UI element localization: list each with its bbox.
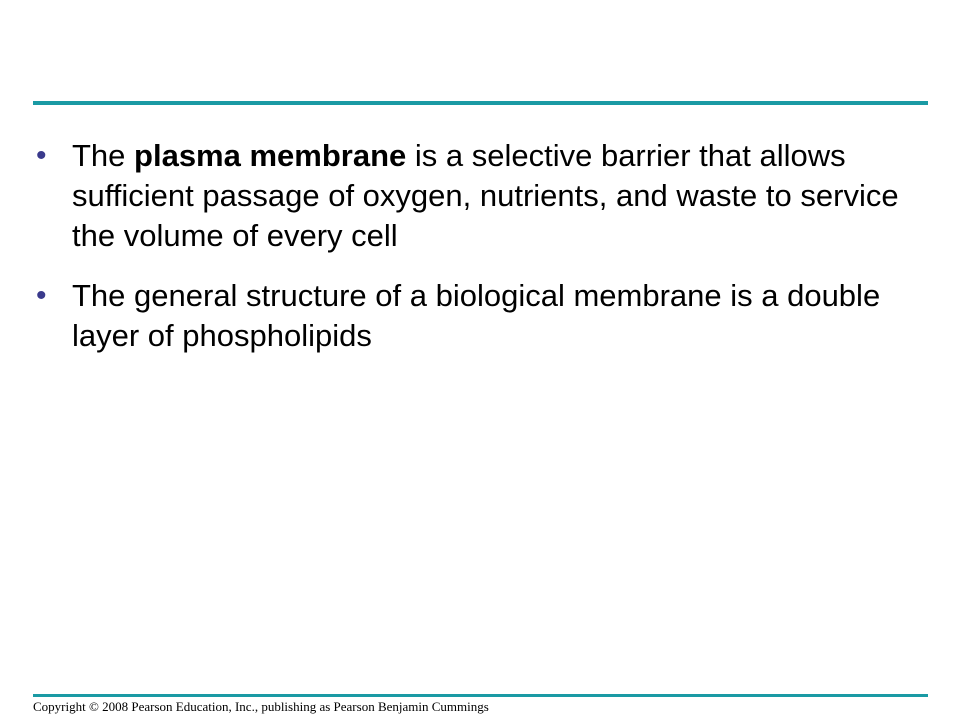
bullet-text bbox=[72, 136, 916, 256]
bottom-divider-line bbox=[33, 694, 928, 697]
top-divider-line bbox=[33, 101, 928, 105]
bullet-item-membrane-structure bbox=[36, 276, 916, 356]
bullet-text: The general structure of a biological membrane is a double layer of phospholipids bbox=[72, 278, 881, 353]
bullet-item-plasma-membrane bbox=[36, 136, 916, 256]
bullet-text-bold-term: plasma membrane bbox=[134, 138, 407, 173]
copyright-footer: Copyright © 2008 Pearson Education, Inc., publishing as Pearson Benjamin Cummings bbox=[33, 699, 489, 714]
bullet-text-pre: The bbox=[72, 138, 135, 173]
bullet-dot-icon: • bbox=[36, 139, 47, 172]
bullet-list bbox=[36, 136, 916, 376]
bullet-dot-icon: • bbox=[36, 279, 47, 312]
bullet-text-post: is a selective barrier that allows sufficient passage of oxygen, nutrients, and waste to service the volume of every cell bbox=[72, 138, 899, 253]
